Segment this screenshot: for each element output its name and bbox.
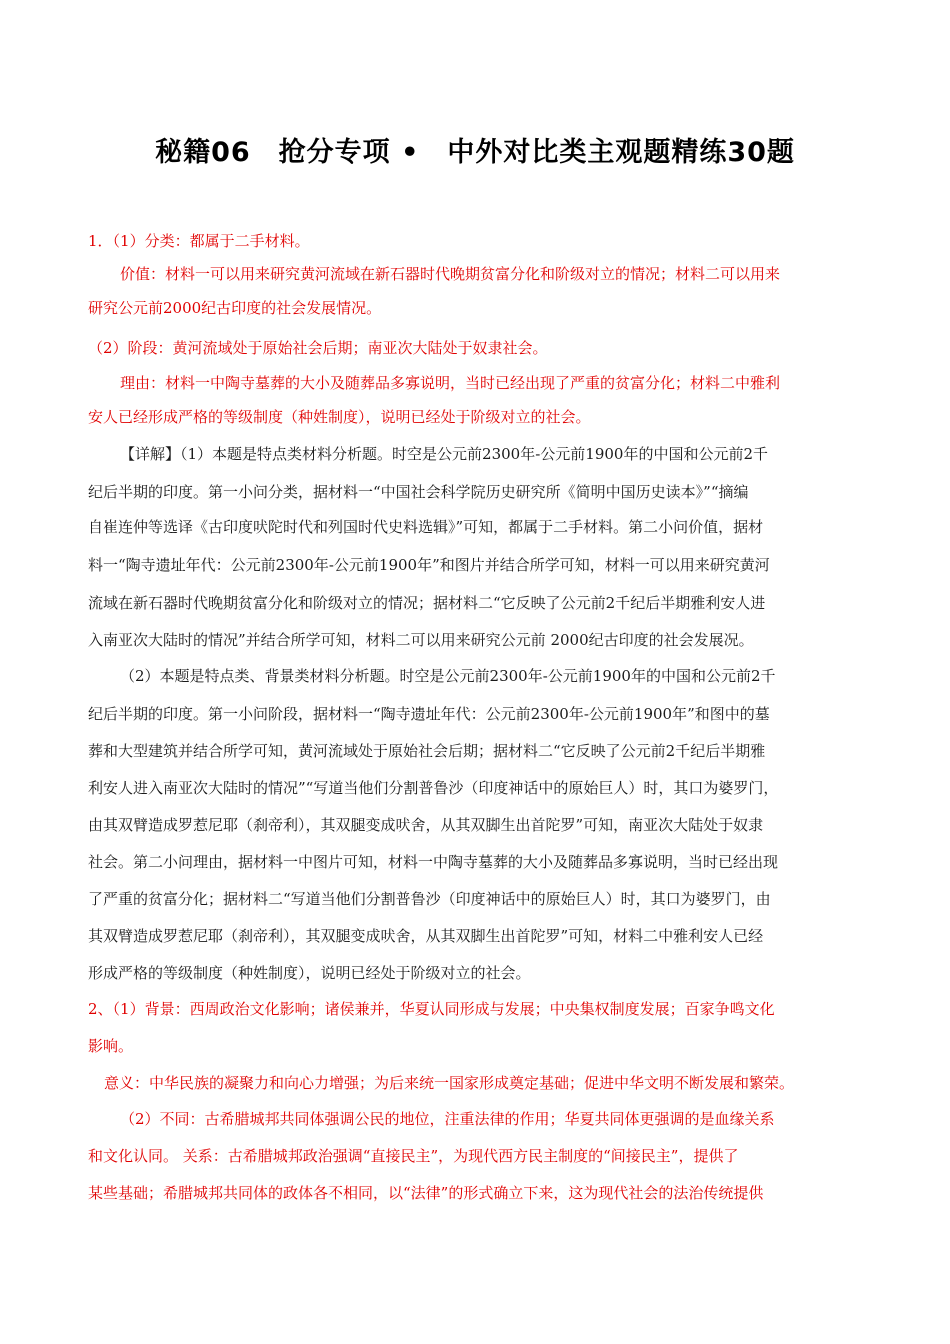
explanation-2-line8: 其双臂造成罗惹尼耶（刹帝利），其双腿变成吠舍，从其双脚生出首陀罗”可知，材料二中雅利安人已经	[88, 927, 764, 945]
answer-1-reason-line2: 安人已经形成严格的等级制度（种姓制度），说明已经处于阶级对立的社会。	[88, 408, 591, 426]
explanation-1-line1: 【详解】（1）本题是特点类材料分析题。时空是公元前2300年-公元前1900年的中国和公元前2千	[120, 445, 769, 463]
explanation-2-line3: 葬和大型建筑并结合所学可知，黄河流域处于原始社会后期；据材料二“它反映了公元前2千纪后半期雅	[88, 742, 766, 760]
explanation-1-line2: 纪后半期的印度。第一小问分类，据材料一“中国社会科学院历史研究所《简明中国历史读本》”“摘编	[88, 483, 749, 501]
explanation-1-line5: 流域在新石器时代晚期贫富分化和阶级对立的情况；据材料二“它反映了公元前2千纪后半期雅利安人进	[88, 594, 766, 612]
explanation-2-line4: 利安人进入南亚次大陆时的情况”“写道当他们分割普鲁沙（印度神话中的原始巨人）时，其口为婆罗门，	[88, 779, 779, 797]
explanation-2-line9: 形成严格的等级制度（种姓制度），说明已经处于阶级对立的社会。	[88, 964, 531, 982]
answer-1-value-line1: 价值：材料一可以用来研究黄河流域在新石器时代晚期贫富分化和阶级对立的情况；材料二可以用来	[120, 265, 781, 283]
answer-2-background-line1: 2、（1）背景：西周政治文化影响；诸侯兼并，华夏认同形成与发展；中央集权制度发展；百家争鸣文化	[88, 1000, 775, 1018]
explanation-2-line7: 了严重的贫富分化；据材料二“写道当他们分割普鲁沙（印度神话中的原始巨人）时，其口为婆罗门，由	[88, 890, 771, 908]
explanation-2-line1: （2）本题是特点类、背景类材料分析题。时空是公元前2300年-公元前1900年的中国和公元前2千	[120, 667, 776, 685]
answer-2-background-line2: 影响。	[88, 1037, 134, 1055]
answer-1-value-line2: 研究公元前2000纪古印度的社会发展情况。	[88, 299, 382, 317]
answer-1-reason-line1: 理由：材料一中陶寺墓葬的大小及随葬品多寡说明，当时已经出现了严重的贫富分化；材料二中雅利	[120, 374, 781, 392]
explanation-1-line6: 入南亚次大陆时的情况”并结合所学可知，材料二可以用来研究公元前 2000纪古印度的社会发展况。	[88, 631, 754, 649]
answer-1-part2-stage: （2）阶段：黄河流域处于原始社会后期；南亚次大陆处于奴隶社会。	[88, 339, 548, 357]
answer-2-significance: 意义：中华民族的凝聚力和向心力增强；为后来统一国家形成奠定基础；促进中华文明不断发展和繁荣。	[104, 1074, 795, 1092]
answer-1-part1-classification: 1．（1）分类：都属于二手材料。	[88, 232, 310, 250]
explanation-2-line6: 社会。第二小问理由，据材料一中图片可知，材料一中陶寺墓葬的大小及随葬品多寡说明，当时已经出现	[88, 853, 779, 871]
explanation-2-line5: 由其双臂造成罗惹尼耶（刹帝利），其双腿变成吠舍，从其双脚生出首陀罗”可知，南亚次大陆处于奴隶	[88, 816, 764, 834]
page-title: 秘籍06 抢分专项 • 中外对比类主观题精练30题	[155, 137, 795, 168]
answer-2-relation-line: 某些基础；希腊城邦共同体的政体各不相同，以“法律”的形式确立下来，这为现代社会的法治传统提供	[88, 1184, 764, 1202]
explanation-1-line3: 自崔连仲等选译《古印度吠陀时代和列国时代史料选辑》”可知，都属于二手材料。第二小问价值，据材	[88, 518, 764, 536]
answer-2-difference-line1: （2）不同：古希腊城邦共同体强调公民的地位，注重法律的作用；华夏共同体更强调的是血缘关系	[120, 1110, 775, 1128]
answer-2-difference-line2: 和文化认同。 关系：古希腊城邦政治强调“直接民主”，为现代西方民主制度的“间接民主”，提供了	[88, 1147, 739, 1165]
explanation-2-line2: 纪后半期的印度。第一小问阶段，据材料一“陶寺遗址年代：公元前2300年-公元前1900年”和图中的墓	[88, 705, 770, 723]
explanation-1-line4: 料一“陶寺遗址年代：公元前2300年-公元前1900年”和图片并结合所学可知，材料一可以用来研究黄河	[88, 556, 770, 574]
